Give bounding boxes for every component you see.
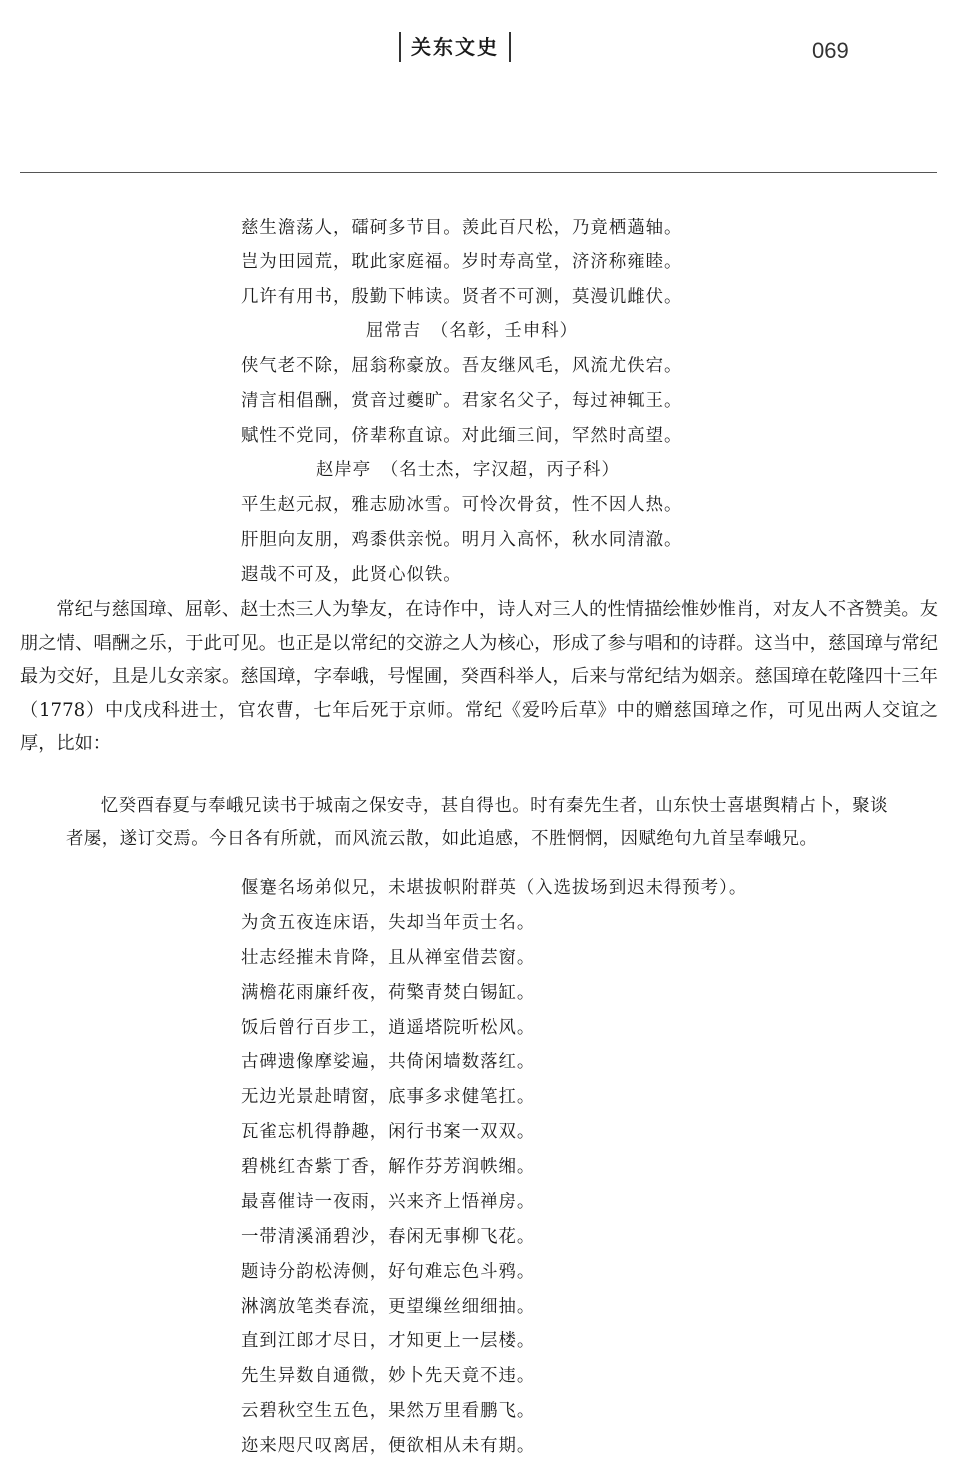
verse-line: 碧桃红杏紫丁香，解作芬芳润帙缃。 bbox=[241, 1157, 536, 1177]
verse-line: 饭后曾行百步工，逍遥塔院听松风。 bbox=[241, 1018, 536, 1038]
verse-line: 最喜催诗一夜雨，兴来齐上悟禅房。 bbox=[241, 1192, 536, 1212]
poem-heading-qu: 屈常吉 （名彰，壬申科） bbox=[366, 321, 578, 341]
page-header bbox=[0, 30, 958, 70]
body-paragraph: 常纪与慈国璋、屈彰、赵士杰三人为挚友，在诗作中，诗人对三人的性情描绘惟妙惟肖，对友人不吝赞美。友朋之情、唱酬之乐，于此可见。也正是以常纪的交游之人为核心，形成了参与唱和的诗群。这当中，慈国璋与常纪最为交好，且是儿女亲家。慈国璋，字奉峨，号惺圃，癸酉科举人，后来与常纪结为姻亲。慈国璋在乾隆四十三年（1778）中戊戌科进士，官农曹，七年后死于京师。常纪《爱吟后草》中的赠慈国璋之作，可见出两人交谊之厚，比如： bbox=[20, 599, 938, 755]
page-number: 069 bbox=[812, 38, 849, 63]
verse-line: 满檐花雨廉纤夜，荷檠青焚白锡缸。 bbox=[241, 983, 536, 1003]
verse-line: 一带清溪涌碧沙，春闲无事柳飞花。 bbox=[241, 1227, 536, 1247]
verse-line: 迩来咫尺叹离居，便欲相从未有期。 bbox=[241, 1436, 536, 1456]
poem-line: 几许有用书，殷勤下帏读。贤者不可测，莫漫讥雌伏。 bbox=[241, 287, 683, 307]
poem-line: 肝胆向友朋，鸡黍供亲悦。明月入高怀，秋水同清澈。 bbox=[241, 530, 683, 550]
verse-line: 先生异数自通微，妙卜先天竟不违。 bbox=[241, 1366, 536, 1386]
verse-line: 题诗分韵松涛侧，好句难忘色斗鸦。 bbox=[241, 1262, 536, 1282]
verse-line: 壮志经摧未肯降，且从禅室借芸窗。 bbox=[241, 948, 536, 968]
poem-line: 遐哉不可及，此贤心似铁。 bbox=[241, 565, 462, 585]
verse-line: 古碑遗像摩娑遍，共倚闲墙数落红。 bbox=[241, 1052, 536, 1072]
verse-line: 直到江郎才尽日，才知更上一层楼。 bbox=[241, 1331, 536, 1351]
running-title: 关东文史 bbox=[399, 32, 511, 62]
verse-line: 瓦雀忘机得静趣，闲行书案一双双。 bbox=[241, 1122, 536, 1142]
verse-line: 云碧秋空生五色，果然万里看鹏飞。 bbox=[241, 1401, 536, 1421]
poem-line: 岂为田园荒，耽此家庭福。岁时寿高堂，济济称雍睦。 bbox=[241, 252, 683, 272]
header-rule bbox=[20, 172, 937, 173]
poem-preface: 忆癸酉春夏与奉峨兄读书于城南之保安寺，甚自得也。时有秦先生者，山东快士喜堪舆精占卜，聚谈者屡，遂订交焉。今日各有所就，而风流云散，如此追感，不胜惘惘，因赋绝句九首呈奉峨兄。 bbox=[66, 796, 888, 849]
poem-line: 平生赵元叔，雅志励冰雪。可怜次骨贫，性不因人热。 bbox=[241, 495, 683, 515]
verse-line: 偃蹇名场弟似兄，未堪拔帜附群英（入选拔场到迟未得预考）。 bbox=[241, 878, 748, 898]
poem-heading-zhao: 赵岸亭 （名士杰，字汉超，丙子科） bbox=[316, 460, 620, 480]
poem-line: 赋性不党同，侪辈称直谅。对此缅三间，罕然时高望。 bbox=[241, 426, 683, 446]
verse-line: 为贪五夜连床语，失却当年贡士名。 bbox=[241, 913, 536, 933]
poem-line: 清言相倡酬，赏音过夔旷。君家名父子，每过神辄王。 bbox=[241, 391, 683, 411]
verse-line: 淋漓放笔类春流，更望缫丝细细抽。 bbox=[241, 1297, 536, 1317]
poem-line: 侠气老不除，屈翁称豪放。吾友继风毛，风流尤佚宕。 bbox=[241, 356, 683, 376]
poem-line: 慈生澹荡人，礌砢多节目。羡此百尺松，乃竟栖薖轴。 bbox=[241, 218, 683, 238]
verse-line: 无边光景赴晴窗，底事多求健笔扛。 bbox=[241, 1087, 536, 1107]
